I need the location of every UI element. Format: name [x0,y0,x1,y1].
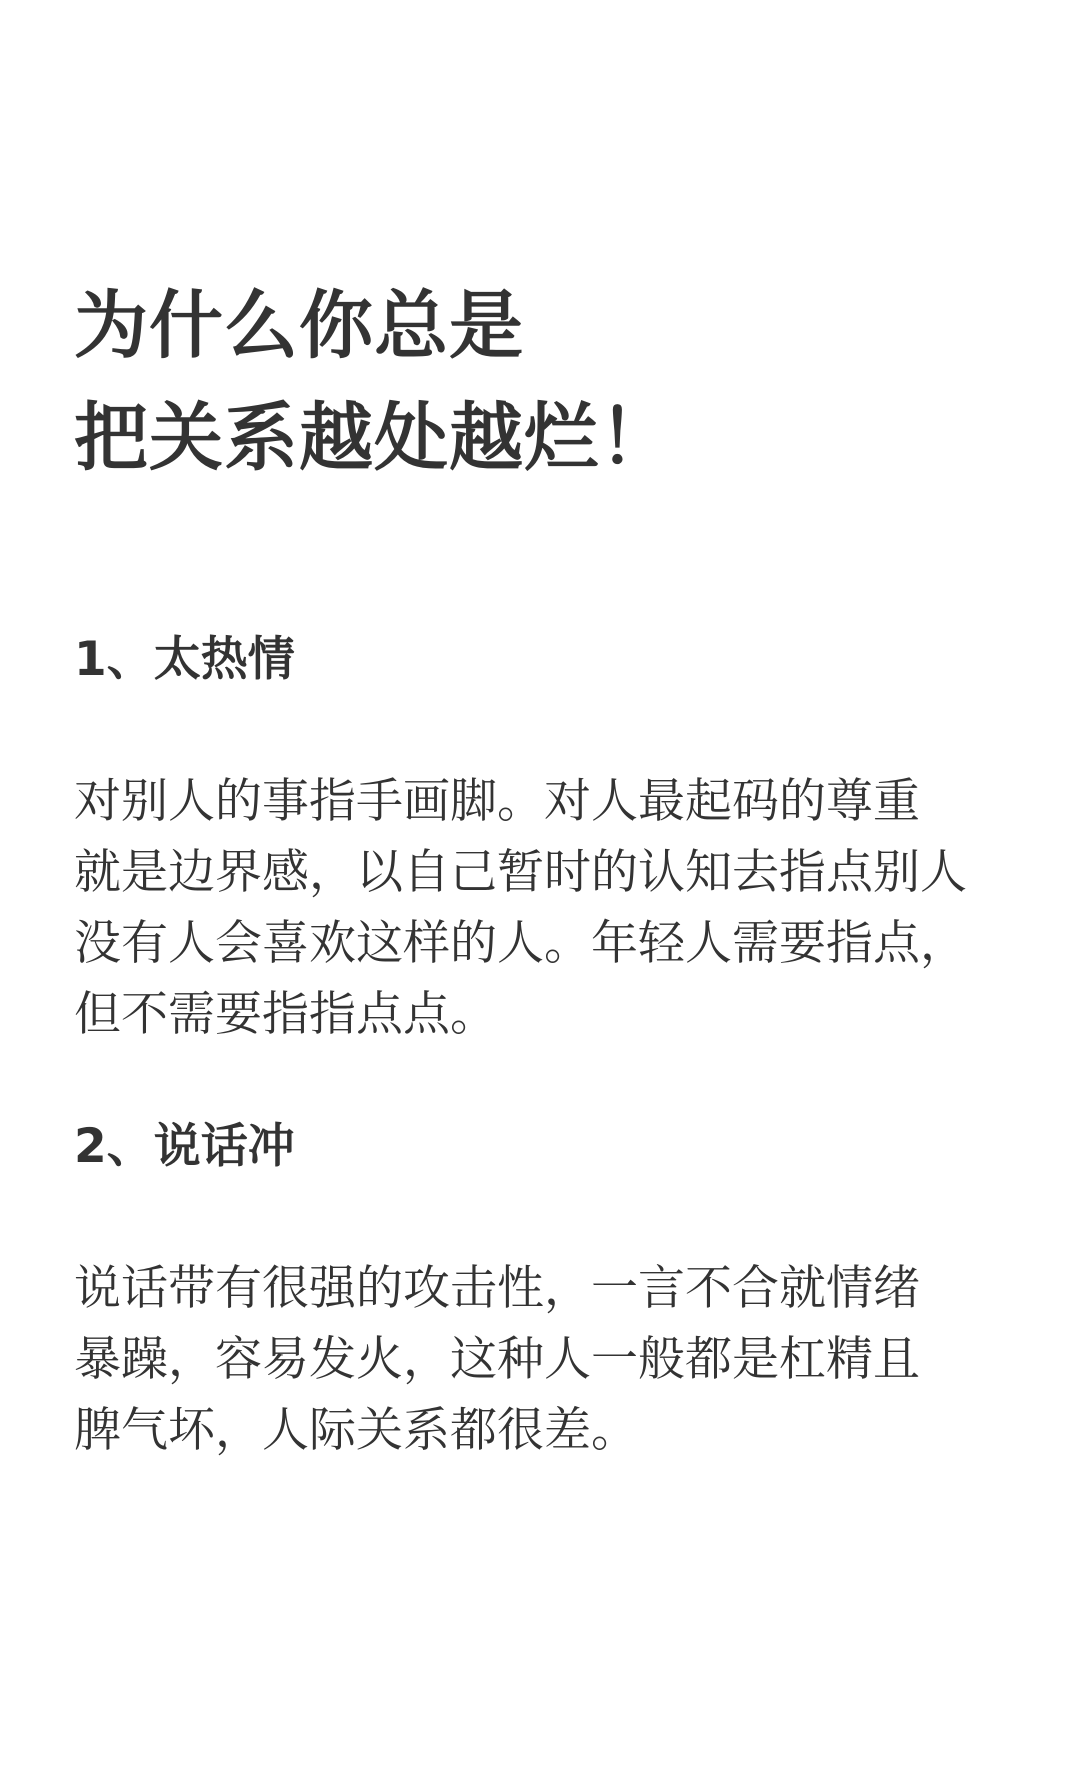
title-line-2: 把关系越处越烂！ [74,395,674,481]
section-body-1 [74,766,1034,1050]
body-line: 没有人会喜欢这样的人。年轻人需要指点， [74,916,967,971]
body-line: 暴躁，容易发火，这种人一般都是杠精且 [74,1332,920,1387]
body-line: 对别人的事指手画脚。对人最起码的尊重 [74,774,920,829]
section-heading-2: 2、说话冲 [74,1119,295,1174]
article-title [74,270,1034,494]
body-line: 但不需要指指点点。 [74,987,497,1042]
section-heading-1: 1、太热情 [74,632,295,687]
body-line: 脾气坏，人际关系都很差。 [74,1403,638,1458]
body-line: 说话带有很强的攻击性，一言不合就情绪 [74,1261,920,1316]
body-line: 就是边界感，以自己暂时的认知去指点别人 [74,845,967,900]
section-body-2 [74,1253,1034,1466]
title-line-1: 为什么你总是 [74,283,524,369]
